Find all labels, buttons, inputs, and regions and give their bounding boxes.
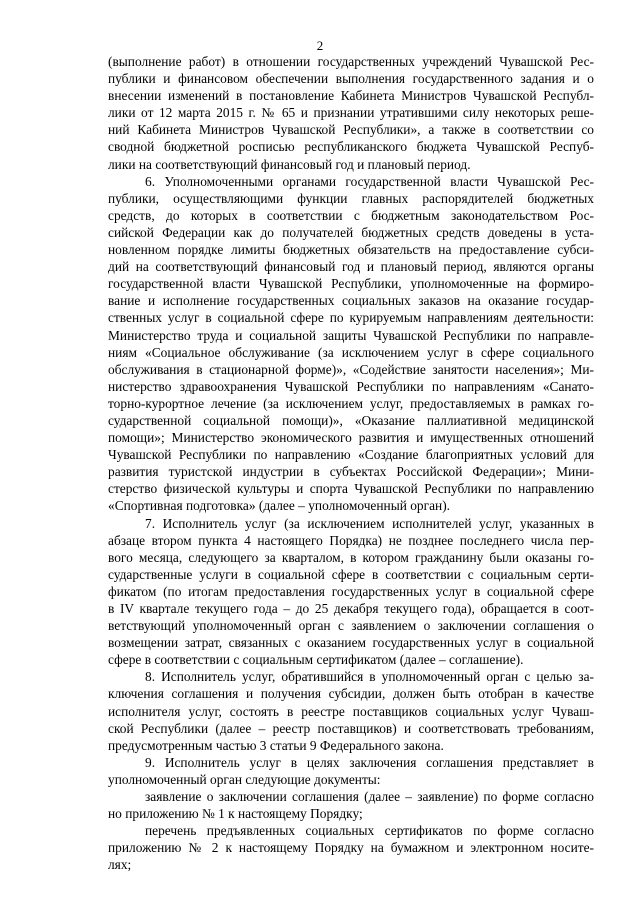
text-line: ключения соглашения и получения субсидии, должен быть отобран в качестве xyxy=(108,686,594,702)
text-line: «Спортивная подготовка» (далее – уполномоченный орган). xyxy=(108,498,451,514)
text-line: но приложению № 1 к настоящему Порядку; xyxy=(108,806,363,822)
text-line: уполномоченный орган следующие документы: xyxy=(108,771,381,787)
text-line: заявление о заключении соглашения (далее – заявление) по форме согласно xyxy=(145,789,594,805)
text-line: сфере в соответствии с социальным сертификатом (далее – соглашение). xyxy=(108,652,524,668)
text-line: государственной власти Чувашской Республики, уполномоченные на формиро- xyxy=(108,276,594,292)
text-line: сийской Федерации как до получателей бюджетных средств доведены в уста- xyxy=(108,224,594,240)
text-line: сударственные услуги в социальной сфере в соответствии с социальным серти- xyxy=(108,566,594,582)
text-line: публики и финансовом обеспечении выполнения государственного задания и о xyxy=(108,71,594,87)
text-line: внесении изменений в постановление Кабинета Министров Чувашской Республ- xyxy=(108,88,594,104)
text-line: приложению № 2 к настоящему Порядку на бумажном и электронном носите- xyxy=(108,840,594,856)
text-line: ственных услуг в социальной сфере по курируемым направлениям деятельности: xyxy=(108,310,594,326)
text-line: лях; xyxy=(108,857,132,873)
text-line: развития туристской индустрии в субъектах Российской Федерации»; Мини- xyxy=(108,464,594,480)
text-line: 8. Исполнитель услуг, обратившийся в уполномоченный орган с целью за- xyxy=(145,669,594,685)
text-line: Чувашской Республики по направлению «Создание благоприятных условий для xyxy=(108,447,594,463)
text-line: новленном порядке лимиты бюджетных обязательств на предоставление субси- xyxy=(108,242,594,258)
text-line: ской Республики (далее – реестр поставщиков) и соответствовать требованиям, xyxy=(108,720,594,736)
text-line: 6. Уполномоченными органами государственной власти Чувашской Рес- xyxy=(145,173,594,189)
text-line: вание и исполнение государственных социальных заказов на оказание государ- xyxy=(108,293,594,309)
text-line: лики от 12 марта 2015 г. № 65 и признании утратившими силу некоторых реше- xyxy=(108,105,594,121)
text-line: нистерство здравоохранения Чувашской Республики по направлениям «Санато- xyxy=(108,378,594,394)
text-line: фикатом (по итогам предоставления государственных услуг в социальной сфере xyxy=(108,583,594,599)
text-line: публики, осуществляющими функции главных распорядителей бюджетных xyxy=(108,190,594,206)
text-line: ний Кабинета Министров Чувашской Республики», а также в соответствии со xyxy=(108,122,594,138)
text-line: (выполнение работ) в отношении государственных учреждений Чувашской Рес- xyxy=(108,54,594,69)
text-line: сударственной социальной помощи)», «Оказание паллиативной медицинской xyxy=(108,412,594,428)
text-line: 9. Исполнитель услуг в целях заключения соглашения представляет в xyxy=(145,754,594,770)
text-line: стерство физической культуры и спорта Чувашской Республики по направлению xyxy=(108,481,594,497)
text-line: помощи»; Министерство экономического развития и имущественных отношений xyxy=(108,430,594,446)
text-line: перечень предъявленных социальных сертификатов по форме согласно xyxy=(145,823,594,839)
text-line: 7. Исполнитель услуг (за исключением исполнителей услуг, указанных в xyxy=(145,515,594,531)
text-line: ветствующий уполномоченный орган с заявлением о заключении соглашения о xyxy=(108,618,594,634)
text-line: торно-курортное лечение (за исключением услуг, предоставляемых в рамках го- xyxy=(108,395,594,411)
text-line: исполнителя услуг, состоять в реестре поставщиков социальных услуг Чуваш- xyxy=(108,703,594,719)
text-line: средств, до которых в соответствии с бюджетным законодательством Рос- xyxy=(108,207,594,223)
text-line: дий на соответствующий финансовый год и плановый период, являются органы xyxy=(108,259,594,275)
text-line: ниям «Социальное обслуживание (за исключением услуг в сфере социального xyxy=(108,344,594,360)
text-line: обслуживания в стационарной форме)», «Содействие занятости населения»; Ми- xyxy=(108,361,594,377)
document-body xyxy=(108,53,594,874)
text-line: в IV квартале текущего года – до 25 декабря текущего года), обращается в соот- xyxy=(108,601,594,616)
page-number: 2 xyxy=(316,38,324,53)
text-line: вого месяца, следующего за кварталом, в котором гражданину были оказаны го- xyxy=(108,549,594,565)
text-line: лики на соответствующий финансовый год и плановый период. xyxy=(108,156,471,172)
text-line: возмещении затрат, связанных с оказанием государственных услуг в социальной xyxy=(108,635,594,651)
text-line: предусмотренным частью 3 статьи 9 Федерального закона. xyxy=(108,737,444,753)
text-line: абзаце втором пункта 4 настоящего Порядка) не позднее последнего числа пер- xyxy=(108,532,594,548)
text-line: Министерство труда и социальной защиты Чувашской Республики по направле- xyxy=(108,327,594,343)
text-line: сводной бюджетной росписью республиканского бюджета Чувашской Респуб- xyxy=(108,139,594,155)
